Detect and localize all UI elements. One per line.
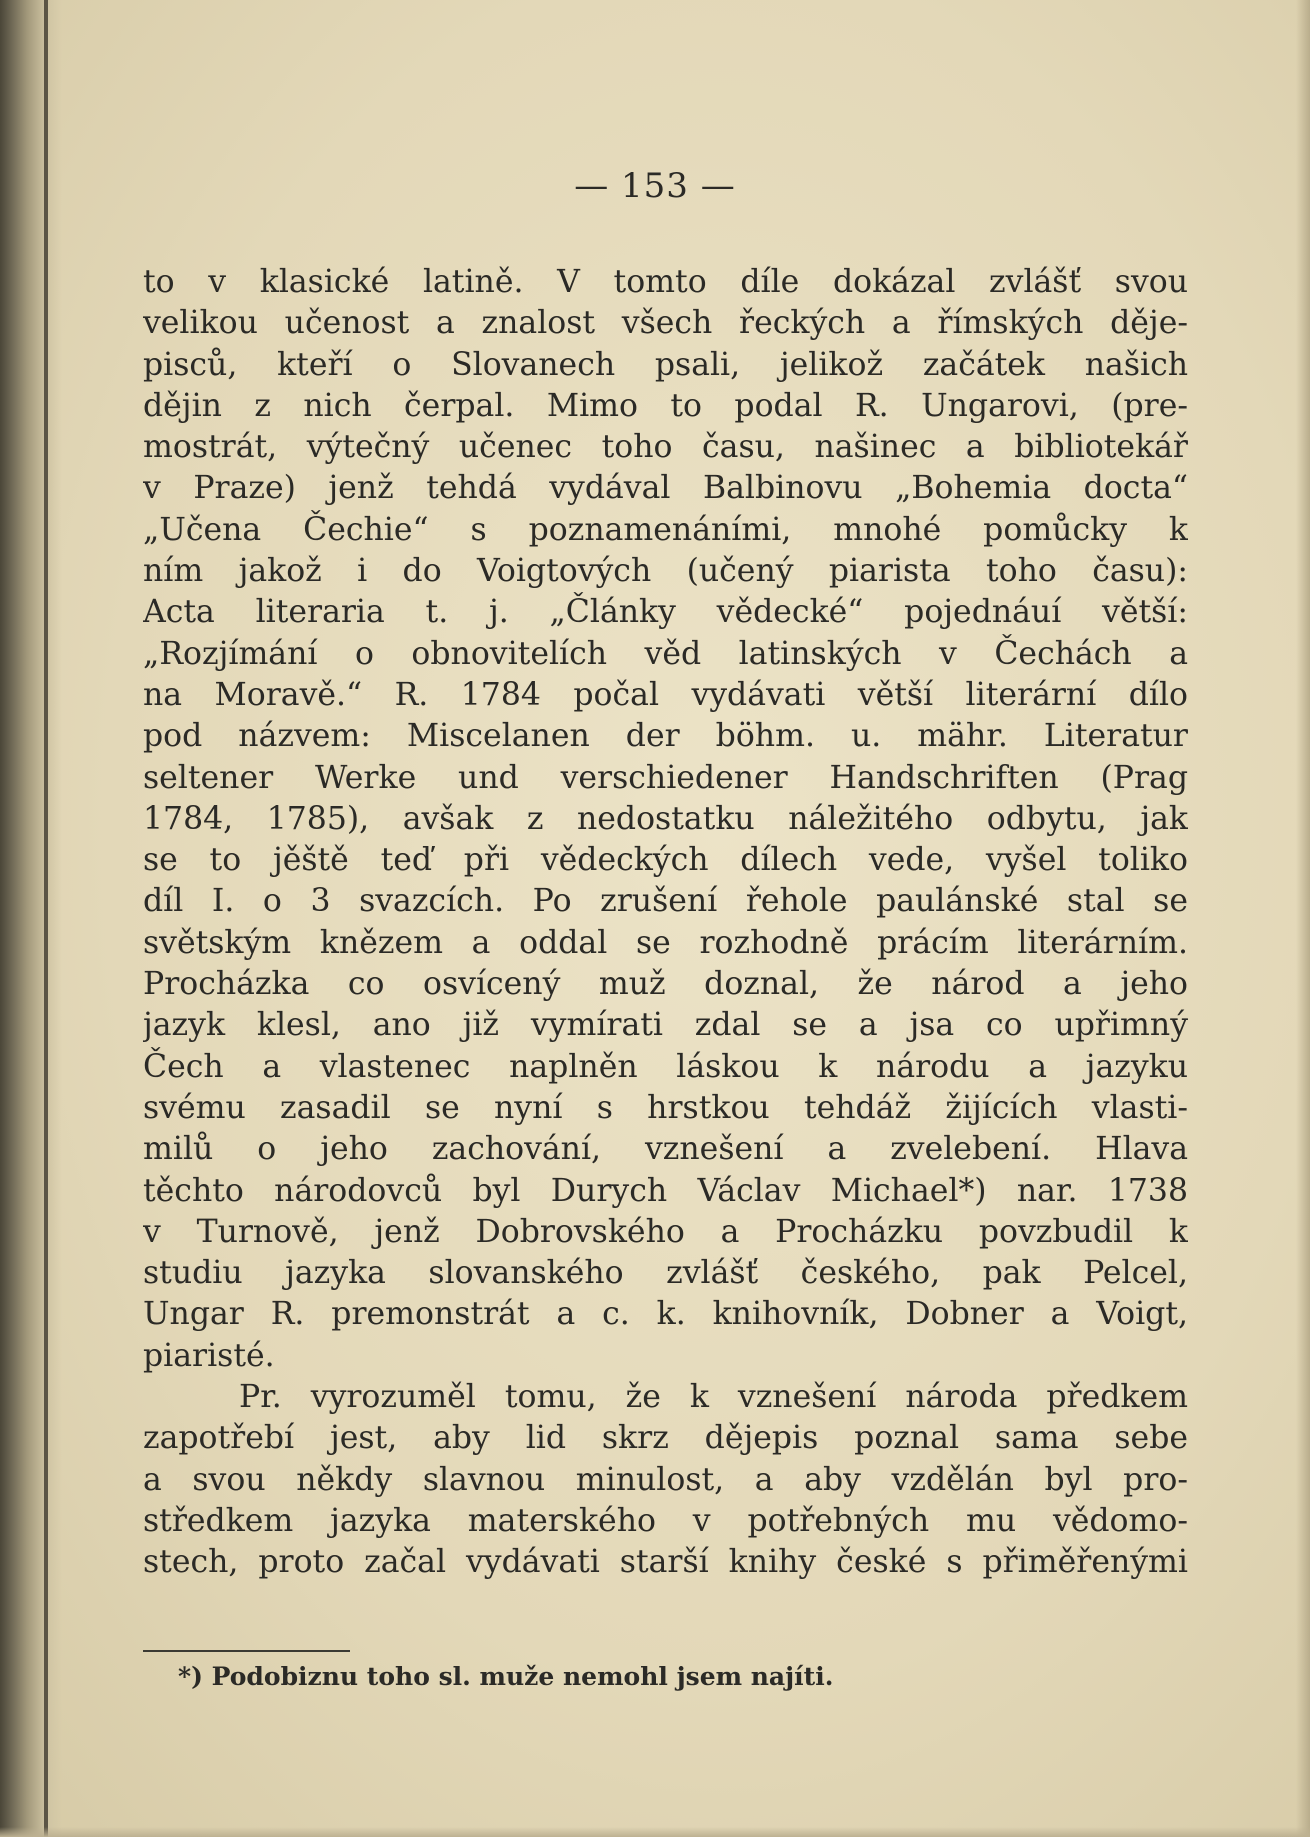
- text-line: v Turnově, jenž Dobrovského a Procházku povzbudil k: [143, 1213, 1188, 1250]
- text-line: milů o jeho zachování, vznešení a zvelebení. Hlava: [143, 1131, 1188, 1168]
- text-line: seltener Werke und verschiedener Handschriften (Prag: [143, 759, 1188, 796]
- text-line: stech, proto začal vydávati starší knihy české s přiměřenými: [143, 1544, 1188, 1581]
- text-line: „Učena Čechie“ s poznamenáními, mnohé pomůcky k: [143, 511, 1188, 548]
- text-line: mostrát, výtečný učenec toho času, našinec a bibliotekář: [143, 429, 1188, 466]
- text-line: velikou učenost a znalost všech řeckých a římských děje-: [143, 305, 1188, 342]
- text-line: a svou někdy slavnou minulost, a aby vzdělán byl pro-: [143, 1461, 1188, 1498]
- text-line: Acta literaria t. j. „Články vědecké“ pojednáuí větší:: [143, 594, 1188, 631]
- text-line: těchto národovců byl Durych Václav Michael*) nar. 1738: [143, 1172, 1188, 1209]
- page-right-edge: [1296, 0, 1310, 1837]
- text-line: na Moravě.“ R. 1784 počal vydávati větší literární dílo: [143, 676, 1188, 713]
- text-line: Ungar R. premonstrát a c. k. knihovník, Dobner a Voigt,: [143, 1296, 1188, 1333]
- paragraph-start-line: Pr. vyrozuměl tomu, že k vznešení národa předkem: [239, 1379, 1188, 1416]
- text-line: 1784, 1785), avšak z nedostatku náležitého odbytu, jak: [143, 800, 1188, 837]
- text-line: pisců, kteří o Slovanech psali, jelikož začátek našich: [143, 346, 1188, 383]
- paragraph-end-line: piaristé.: [143, 1337, 275, 1374]
- text-line: v Praze) jenž tehdá vydával Balbinovu „Bohemia docta“: [143, 470, 1188, 507]
- text-line: pod názvem: Miscelanen der böhm. u. mähr. Literatur: [143, 718, 1188, 755]
- text-line: středkem jazyka materského v potřebných mu vědomo-: [143, 1502, 1188, 1539]
- page-number: — 153 —: [574, 166, 736, 206]
- text-line: díl I. o 3 svazcích. Po zrušení řehole paulánské stal se: [143, 883, 1188, 920]
- binding-shadow: [0, 0, 62, 1837]
- text-line: Procházka co osvícený muž doznal, že národ a jeho: [143, 966, 1188, 1003]
- text-line: svému zasadil se nyní s hrstkou tehdáž žijících vlasti-: [143, 1089, 1188, 1126]
- footnote: *) Podobiznu toho sl. muže nemohl jsem najíti.: [178, 1662, 834, 1691]
- text-line: studiu jazyka slovanského zvlášť českého, pak Pelcel,: [143, 1255, 1188, 1292]
- text-line: „Rozjímání o obnovitelích věd latinských v Čechách a: [143, 635, 1188, 672]
- text-line: se to jěště teď při vědeckých dílech vede, vyšel toliko: [143, 842, 1188, 879]
- text-line: zapotřebí jest, aby lid skrz dějepis poznal sama sebe: [143, 1420, 1188, 1457]
- footnote-divider: [143, 1650, 350, 1652]
- text-line: světským knězem a oddal se rozhodně prácím literárním.: [143, 924, 1188, 961]
- text-line: jazyk klesl, ano již vymírati zdal se a jsa co upřimný: [143, 1007, 1188, 1044]
- page-bottom-edge: [0, 1827, 1310, 1837]
- binding-edge: [44, 0, 48, 1837]
- text-line: ním jakož i do Voigtových (učený piarista toho času):: [143, 553, 1188, 590]
- text-line: dějin z nich čerpal. Mimo to podal R. Ungarovi, (pre-: [143, 387, 1188, 424]
- body-text: [143, 262, 1188, 1584]
- text-line: to v klasické latině. V tomto díle dokázal zvlášť svou: [143, 264, 1188, 300]
- text-line: Čech a vlastenec naplněn láskou k národu a jazyku: [143, 1048, 1188, 1085]
